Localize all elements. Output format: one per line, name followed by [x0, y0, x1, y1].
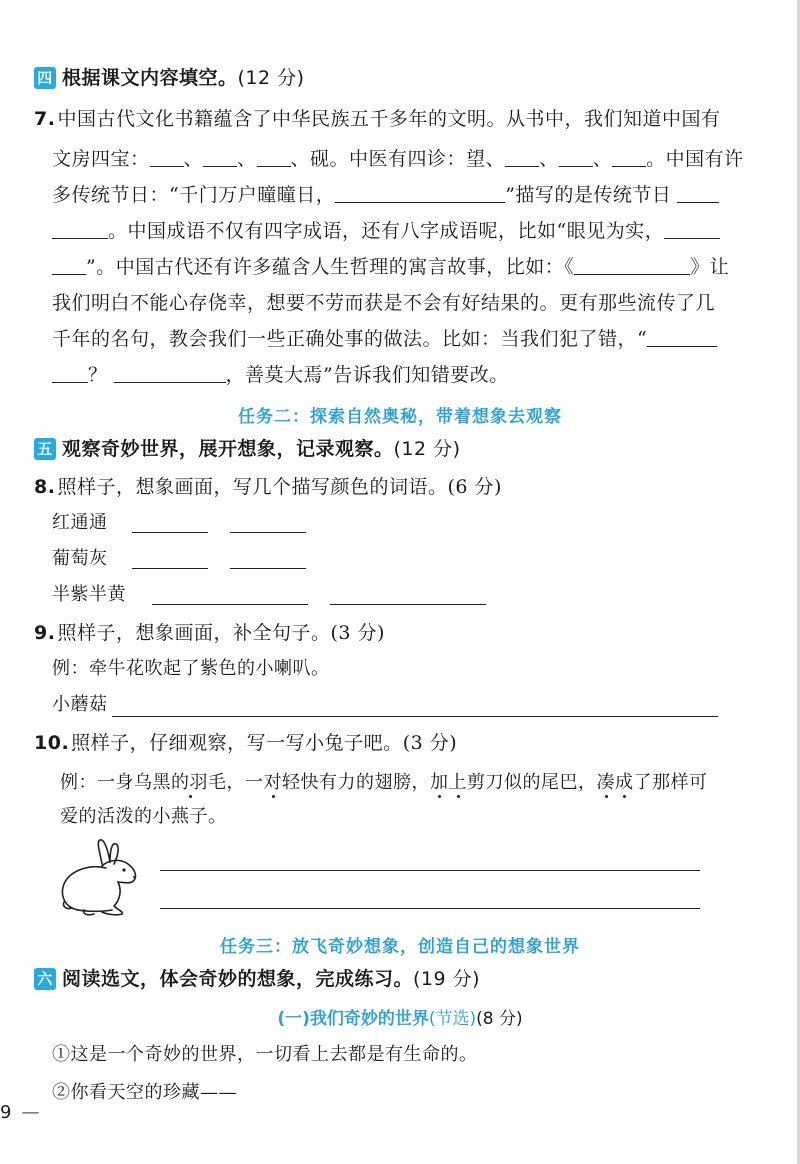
section-6-score: (19 分)	[413, 968, 481, 990]
section-4-badge: 四	[34, 67, 56, 89]
q10-text: 照样子，仔细观察，写一写小兔子吧。	[71, 732, 403, 754]
page-footer	[0, 1102, 39, 1123]
q7-line-8	[52, 362, 509, 388]
q8-answer-line[interactable]	[330, 604, 486, 605]
q7-blank-8a[interactable]	[677, 184, 719, 203]
q10-example-text: 剪刀似的尾巴，	[467, 772, 597, 793]
q7-text-8a: ？	[88, 364, 108, 386]
q7-blank-7[interactable]	[335, 184, 505, 203]
q7-blank-6[interactable]	[612, 148, 646, 167]
q10-score: (3 分)	[402, 732, 458, 754]
q8-word-1: 红通通	[52, 512, 108, 533]
q7-text-2d: 、砚。中医有四诊：望、	[290, 148, 506, 170]
q10-example-text: 加	[430, 772, 449, 793]
section-5-score: (12 分)	[393, 438, 461, 460]
section-5-heading	[34, 436, 461, 462]
q10-example-text: 例：一	[60, 772, 116, 793]
q7-line-6	[52, 290, 715, 316]
q10-heading	[34, 730, 457, 756]
q7-text-1: 中国古代文化书籍蕴含了中华民族五千多年的文明。从书中，我们知道中国有	[57, 108, 721, 130]
q7-text-8b: ，善莫大焉”告诉我们知错要改。	[225, 364, 509, 386]
q7-text-6: 我们明白不能心存侥幸，想要不劳而获是不会有好结果的。更有那些流传了几	[52, 292, 716, 314]
q7-blank-11b[interactable]	[52, 364, 88, 383]
passage-title-note: (节选)	[428, 1009, 477, 1029]
q8-answer-line[interactable]	[230, 532, 306, 533]
q9-score: (3 分)	[330, 622, 385, 644]
q7-number: 7.	[34, 108, 56, 130]
q10-answer-line[interactable]	[160, 870, 700, 871]
q10-example-text: 上	[448, 772, 467, 793]
task-2-heading: 任务二：探索自然奥秘，带着想象去观察	[238, 407, 562, 427]
q10-example-line-1	[60, 770, 708, 796]
section-5-badge: 五	[34, 438, 56, 460]
q7-blank-8b[interactable]	[52, 220, 108, 239]
q8-heading	[34, 474, 502, 500]
passage-paragraph-1: ①这是一个奇妙的世界，一切看上去都是有生命的。	[52, 1044, 478, 1065]
q9-prompt: 小蘑菇	[52, 694, 108, 715]
q7-text-7a: 千年的名句，教会我们一些正确处事的做法。比如：当我们犯了错，“	[52, 328, 648, 350]
q10-example-text: 了那样可	[633, 772, 708, 793]
q7-line-7	[52, 326, 717, 352]
section-5-title: 观察奇妙世界，展开想象，记录观察。	[62, 438, 394, 460]
rabbit-illustration-icon	[56, 838, 148, 918]
q7-line-1	[34, 106, 720, 132]
q7-line-5	[52, 254, 729, 280]
q7-blank-2[interactable]	[203, 148, 237, 167]
q10-example-text: 轻快有力的翅膀，	[282, 772, 430, 793]
q8-text: 照样子，想象画面，写几个描写颜色的词语。	[57, 476, 448, 498]
q7-blank-11a[interactable]	[647, 328, 717, 347]
q7-text-2b: 、	[183, 148, 204, 170]
q7-blank-9a[interactable]	[664, 220, 720, 239]
q7-blank-4[interactable]	[505, 148, 539, 167]
q7-blank-10[interactable]	[574, 256, 690, 275]
q7-text-3a: 多传统节日：“千门万户曈曈日，	[52, 184, 336, 206]
q7-blank-1[interactable]	[150, 148, 184, 167]
q8-answer-line[interactable]	[230, 568, 306, 569]
footer-dash: —	[21, 1102, 40, 1123]
q10-example-text: 成	[615, 772, 634, 793]
section-6-title: 阅读选文，体会奇妙的想象，完成练习。	[62, 968, 414, 990]
q7-text-2f: 、	[592, 148, 613, 170]
section-4-heading	[34, 65, 305, 91]
q8-answer-line[interactable]	[132, 568, 208, 569]
section-4-title: 根据课文内容填空。	[62, 67, 238, 89]
q7-text-2e: 、	[539, 148, 559, 170]
q7-blank-3[interactable]	[257, 148, 291, 167]
page-number: 9	[0, 1102, 12, 1123]
q10-number: 10.	[34, 732, 70, 754]
q7-text-2a: 文房四宝：	[52, 148, 150, 170]
q7-text-4a: 。中国成语不仅有四字成语，还有八字成语呢，比如“眼见为实，	[108, 220, 665, 242]
q7-blank-9b[interactable]	[52, 256, 86, 275]
q9-text: 照样子，想象画面，补全句子。	[57, 622, 331, 644]
q7-line-3	[52, 182, 719, 208]
section-4-score: (12 分)	[237, 67, 305, 89]
section-6-heading	[34, 966, 480, 992]
q7-blank-5[interactable]	[559, 148, 593, 167]
passage-title	[0, 1004, 800, 1029]
q9-answer-line[interactable]	[112, 716, 718, 717]
q9-heading	[34, 620, 385, 646]
q9-number: 9.	[34, 622, 56, 644]
q10-example-text: 对	[263, 772, 282, 793]
q7-text-5a: ”。中国古代还有许多蕴含人生哲理的寓言故事，比如：《	[86, 256, 575, 278]
q8-word-3: 半紫半黄	[52, 584, 126, 605]
passage-paragraph-2: ②你看天空的珍藏——	[52, 1082, 237, 1103]
task-3-heading: 任务三：放飞奇妙想象，创造自己的想象世界	[220, 937, 580, 957]
q8-answer-line[interactable]	[132, 532, 208, 533]
passage-title-text: (一)我们奇妙的世界	[277, 1009, 429, 1029]
q7-text-2c: 、	[237, 148, 257, 170]
q10-example-line-2: 爱的活泼的小燕子。	[60, 806, 227, 827]
q10-example-text: 身乌黑的羽毛，一	[115, 772, 264, 793]
q7-line-2	[52, 146, 744, 172]
q7-blank-12[interactable]	[114, 364, 226, 383]
q10-example-text: 凑	[596, 772, 615, 793]
q8-number: 8.	[34, 476, 56, 498]
q7-text-2g: 。中国有许	[646, 148, 744, 170]
q7-line-4	[52, 218, 720, 244]
section-6-badge: 六	[34, 968, 56, 990]
passage-score: (8 分)	[476, 1009, 523, 1029]
q10-answer-line[interactable]	[160, 908, 700, 909]
q9-example: 例：牵牛花吹起了紫色的小喇叭。	[52, 658, 330, 679]
q7-text-5b: 》让	[690, 256, 730, 278]
q7-text-3b: ”描写的是传统节日	[505, 184, 672, 206]
q8-word-2: 葡萄灰	[52, 548, 108, 569]
q8-score: (6 分)	[447, 476, 502, 498]
q8-answer-line[interactable]	[152, 604, 308, 605]
